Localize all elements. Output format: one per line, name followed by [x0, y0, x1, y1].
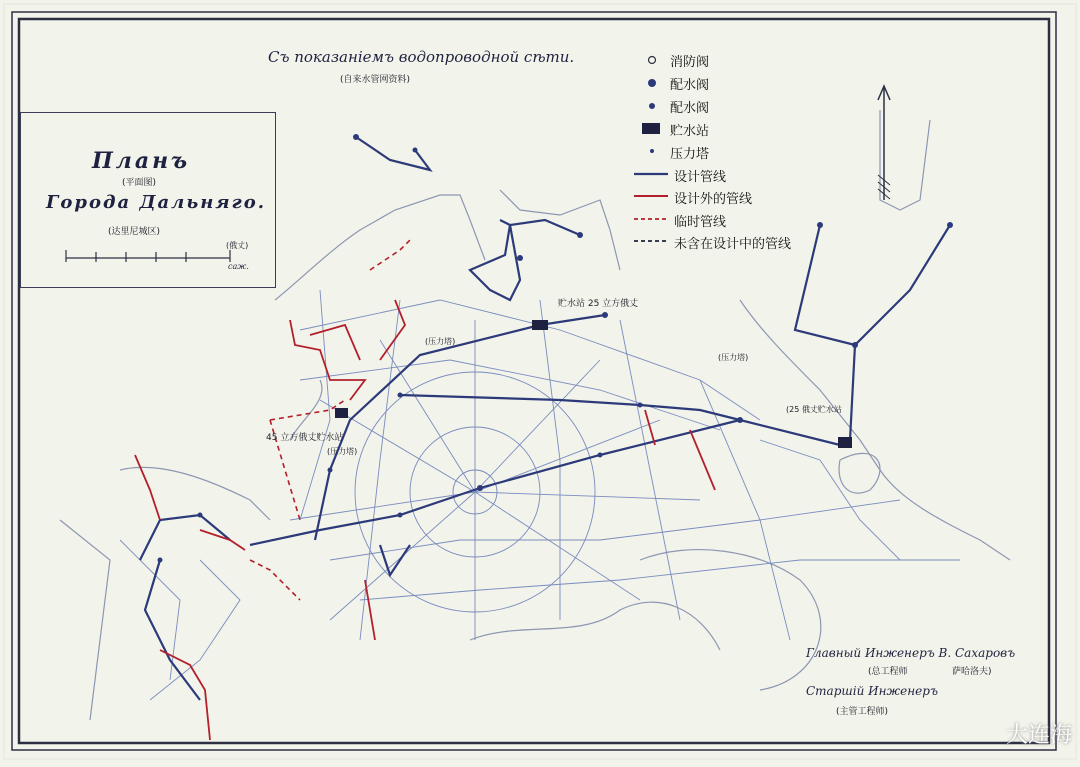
scale-unit-label: (俄丈): [226, 241, 249, 250]
legend-label: 消防阀: [670, 55, 710, 70]
legend-item-undesigned-pipe: [674, 233, 791, 252]
legend-label: 未含在设计中的管线: [674, 237, 792, 252]
legend-solid-dot-icon: [649, 103, 655, 109]
annotation-reservoir-45: 45 立方俄丈贮水站: [266, 433, 344, 443]
legend-item-distribution-valve-2: [670, 97, 709, 116]
senior-engineer-title: (主管工程师): [836, 707, 889, 717]
cartouche-title-line1: Планъ: [92, 148, 191, 174]
map-title-chinese: (自来水管网资料): [340, 75, 411, 85]
annotation-tower-3: (压力塔): [327, 447, 358, 456]
annotation-tower-2: (压力塔): [718, 353, 749, 362]
legend-label: 压力塔: [670, 147, 710, 162]
legend-item-extra-pipe: [674, 188, 752, 207]
cartouche-title-line2: Города Дальняго.: [46, 192, 267, 213]
legend-label: 临时管线: [674, 215, 727, 230]
scale-unit-russian: саж.: [228, 262, 249, 271]
chief-engineer-signature: Главный Инженеръ В. Сахаровъ: [806, 646, 1016, 660]
legend-small-dot-icon: [650, 149, 654, 153]
chief-engineer-title: (总工程师: [868, 667, 908, 677]
annotation-tower-1: (压力塔): [425, 337, 456, 346]
legend-label: 配水阀: [670, 101, 710, 116]
legend-item-temporary-pipe: [674, 211, 726, 230]
cartouche-subtitle: (平面图): [122, 178, 157, 188]
legend-item-reservoir: [670, 120, 709, 139]
cartouche-city-name: (达里尼城区): [108, 227, 161, 237]
legend-label: 设计管线: [674, 170, 727, 185]
annotation-reservoir-25b: (25 俄丈贮水站: [786, 405, 842, 414]
annotation-reservoir-25: 贮水站 25 立方俄丈: [558, 299, 639, 309]
legend-tank-icon: [642, 123, 660, 134]
watermark: 大连海: [1005, 723, 1072, 748]
legend-label: 配水阀: [670, 78, 710, 93]
chief-engineer-name: 萨哈洛夫): [952, 667, 992, 677]
legend-item-design-pipe: [674, 166, 726, 185]
legend-label: 贮水站: [670, 124, 710, 139]
legend-item-fire-valve: [670, 51, 709, 70]
legend-star-dot-icon: [648, 79, 656, 87]
senior-engineer-signature: Старшій Инженеръ: [806, 684, 938, 698]
legend-item-distribution-valve: [670, 74, 709, 93]
legend-item-pressure-tower: [670, 143, 709, 162]
legend-label: 设计外的管线: [674, 192, 753, 207]
map-title-russian: Съ показаніемъ водопроводной сѣти.: [268, 48, 575, 66]
